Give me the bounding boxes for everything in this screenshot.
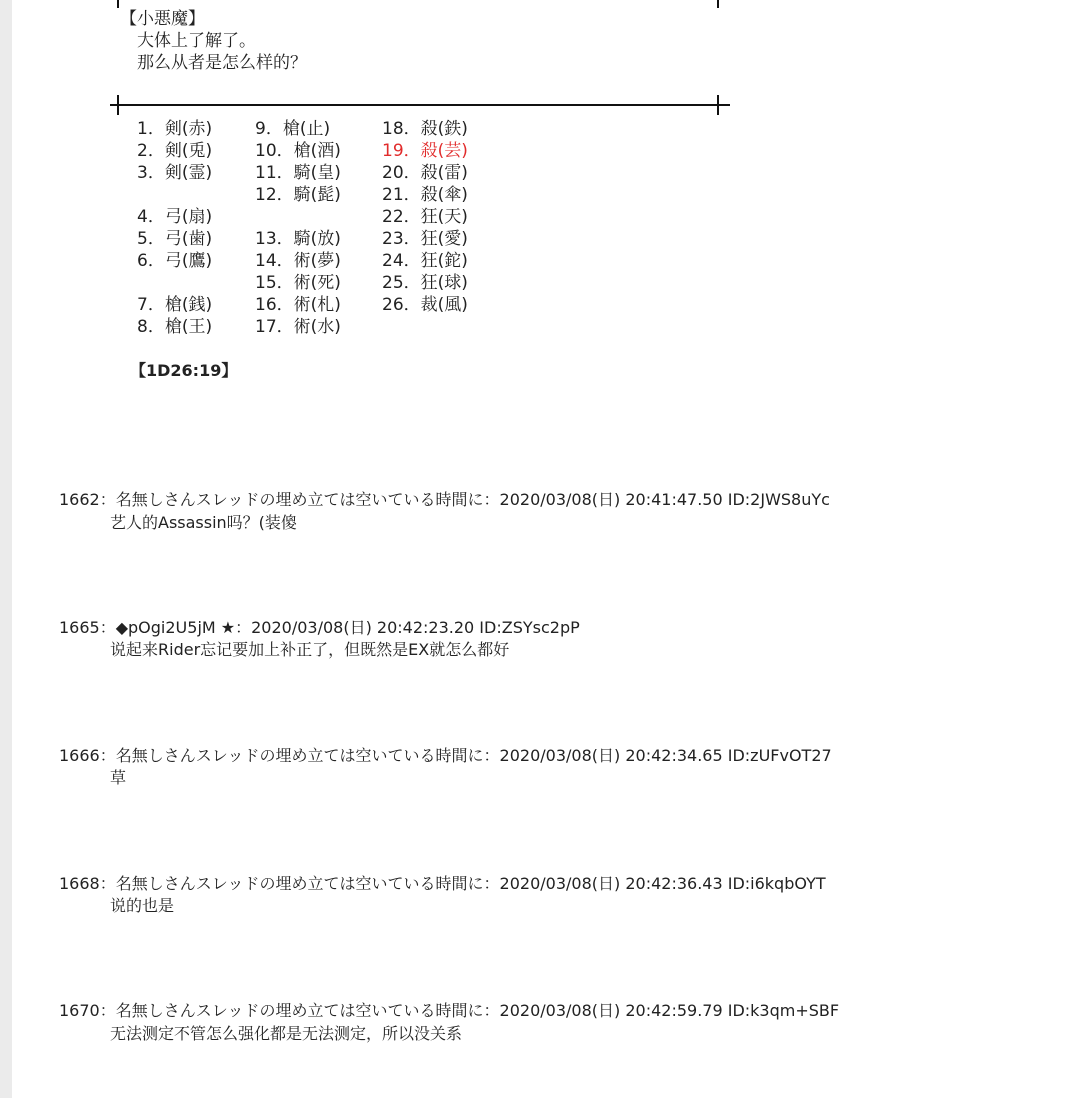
servant-entry: 14．術(夢): [255, 251, 341, 271]
servant-entry: 8．槍(王): [137, 317, 213, 337]
servant-entry: 9．槍(止): [255, 119, 331, 139]
servant-entry: 7．槍(銭): [137, 295, 213, 315]
servant-entry: 6．弓(鷹): [137, 251, 213, 271]
speaker-label: 【小悪魔】: [120, 9, 205, 29]
post-body-1665: 说起来Rider忘记要加上补正了，但既然是EX就怎么都好: [110, 640, 510, 659]
servant-entry: 26．裁(風): [382, 295, 468, 315]
divider-right-tick: [717, 95, 719, 115]
post-body-1662: 艺人的Assassin吗？(装傻: [110, 513, 297, 532]
servant-entry: 18．殺(鉄): [382, 119, 468, 139]
dialogue-line-1: 大体上了解了。: [137, 31, 256, 51]
servant-entry: 23．狂(愛): [382, 229, 468, 249]
servant-entry: 15．術(死): [255, 273, 341, 293]
servant-entry: 19．殺(芸): [382, 141, 468, 161]
servant-entry: 4．弓(扇): [137, 207, 213, 227]
frame-left-tick-top: [117, 0, 119, 8]
servant-entry: 10．槍(酒): [255, 141, 341, 161]
post-header-1670: 1670：名無しさんスレッドの埋め立ては空いている時間に：2020/03/08(日) 20:42:59.79 ID:k3qm+SBF: [59, 1001, 840, 1020]
divider-rule: [110, 104, 730, 106]
post-header-1666: 1666：名無しさんスレッドの埋め立ては空いている時間に：2020/03/08(日) 20:42:34.65 ID:zUFvOT27: [59, 746, 832, 765]
post-header-1662: 1662：名無しさんスレッドの埋め立ては空いている時間に：2020/03/08(日) 20:41:47.50 ID:2JWS8uYc: [59, 490, 830, 509]
divider-left-tick: [117, 95, 119, 115]
servant-entry: 22．狂(天): [382, 207, 468, 227]
document-page: [12, 0, 1075, 1098]
post-header-1665: 1665：◆pOgi2U5jM ★：2020/03/08(日) 20:42:23.20 ID:ZSYsc2pP: [59, 618, 580, 637]
servant-entry: 2．剣(兎): [137, 141, 213, 161]
frame-right-tick-top: [717, 0, 719, 8]
servant-entry: 12．騎(髭): [255, 185, 341, 205]
servant-entry: 25．狂(球): [382, 273, 468, 293]
dialogue-line-2: 那么从者是怎么样的？: [137, 53, 307, 73]
post-body-1668: 说的也是: [110, 896, 175, 915]
servant-entry: 17．術(水): [255, 317, 341, 337]
servant-entry: 1．剣(赤): [137, 119, 213, 139]
servant-entry: 24．狂(鉈): [382, 251, 468, 271]
dice-result: 【1D26:19】: [130, 361, 238, 380]
servant-entry: 11．騎(皇): [255, 163, 341, 183]
post-body-1670: 无法测定不管怎么强化都是无法测定，所以没关系: [110, 1024, 463, 1043]
servant-entry: 21．殺(傘): [382, 185, 468, 205]
servant-entry: 5．弓(歯): [137, 229, 213, 249]
servant-entry: 3．剣(霊): [137, 163, 213, 183]
servant-entry: 16．術(札): [255, 295, 341, 315]
post-body-1666: 草: [110, 768, 127, 787]
servant-entry: 13．騎(放): [255, 229, 341, 249]
servant-entry: 20．殺(雷): [382, 163, 468, 183]
post-header-1668: 1668：名無しさんスレッドの埋め立ては空いている時間に：2020/03/08(日) 20:42:36.43 ID:i6kqbOYT: [59, 874, 826, 893]
